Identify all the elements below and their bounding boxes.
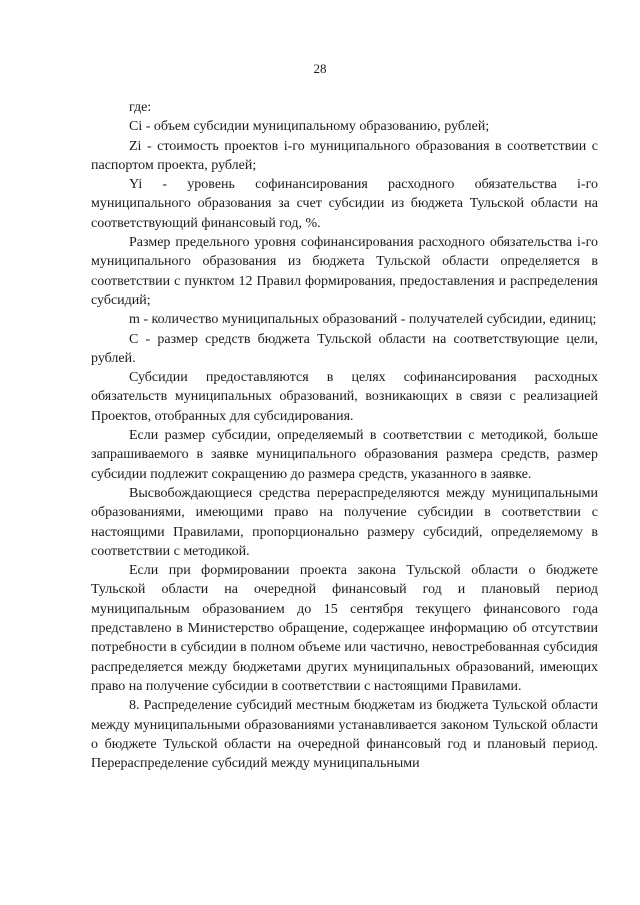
paragraph-subsidy-purpose: Субсидии предоставляются в целях софинансирования расходных обязательств муниципальных образований, возникающих в связи с реализацией Проектов, отобранных для субсидирования.	[91, 370, 598, 424]
paragraph-unclaimed-subsidy: Если при формировании проекта закона Тульской области о бюджете Тульской области на очередной финансовый год и плановый период муниципальным образованием до 15 сентября текущего финансового года представлено в Министерство обращение, содержащее информацию об отсутствии потребности в субсидии в полном объеме или частично, невостребованная субсидия распределяется между бюджетами других муниципальных образований, имеющих право на получение субсидии в соответствии с настоящими Правилами.	[91, 563, 598, 694]
paragraph-zi-definition: Zi - стоимость проектов i-го муниципального образования в соответствии с паспортом проекта, рублей;	[91, 138, 598, 173]
paragraph-subsidy-reduction: Если размер субсидии, определяемый в соответствии с методикой, больше запрашиваемого в заявке муниципального образования размера средств, размер субсидии подлежит сокращению до размера средств, указанного в заявке.	[91, 428, 598, 482]
paragraph-c-definition: C - размер средств бюджета Тульской области на соответствующие цели, рублей.	[91, 331, 598, 366]
body-text	[91, 98, 598, 773]
paragraph-m-definition: m - количество муниципальных образований - получателей субсидии, единиц;	[129, 312, 597, 328]
paragraph-where: где:	[129, 100, 152, 115]
paragraph-section-8: 8. Распределение субсидий местным бюджетам из бюджета Тульской области между муниципальными образованиями устанавливается законом Тульской области о бюджете Тульской области на очередной финансовый год и плановый период. Перераспределение субсидий между муниципальными	[91, 698, 598, 772]
paragraph-ci-definition: Ci - объем субсидии муниципальному образованию, рублей;	[129, 119, 490, 135]
paragraph-limit-level: Размер предельного уровня софинансирования расходного обязательства i-го муниципального образования из бюджета Тульской области определяется в соответствии с пунктом 12 Правил формирования, предоставления и распределения субсидий;	[91, 235, 598, 308]
page-number: 28	[313, 61, 327, 76]
paragraph-redistribution: Высвобождающиеся средства перераспределяются между муниципальными образованиями, имеющими право на получение субсидии в соответствии с настоящими Правилами, пропорционально размеру субсидий, определяемому в соответствии с методикой.	[91, 485, 598, 559]
paragraph-yi-definition: Yi - уровень софинансирования расходного обязательства i-го муниципального образования за счет субсидии из бюджета Тульской области на соответствующий финансовый год, %.	[91, 177, 598, 231]
